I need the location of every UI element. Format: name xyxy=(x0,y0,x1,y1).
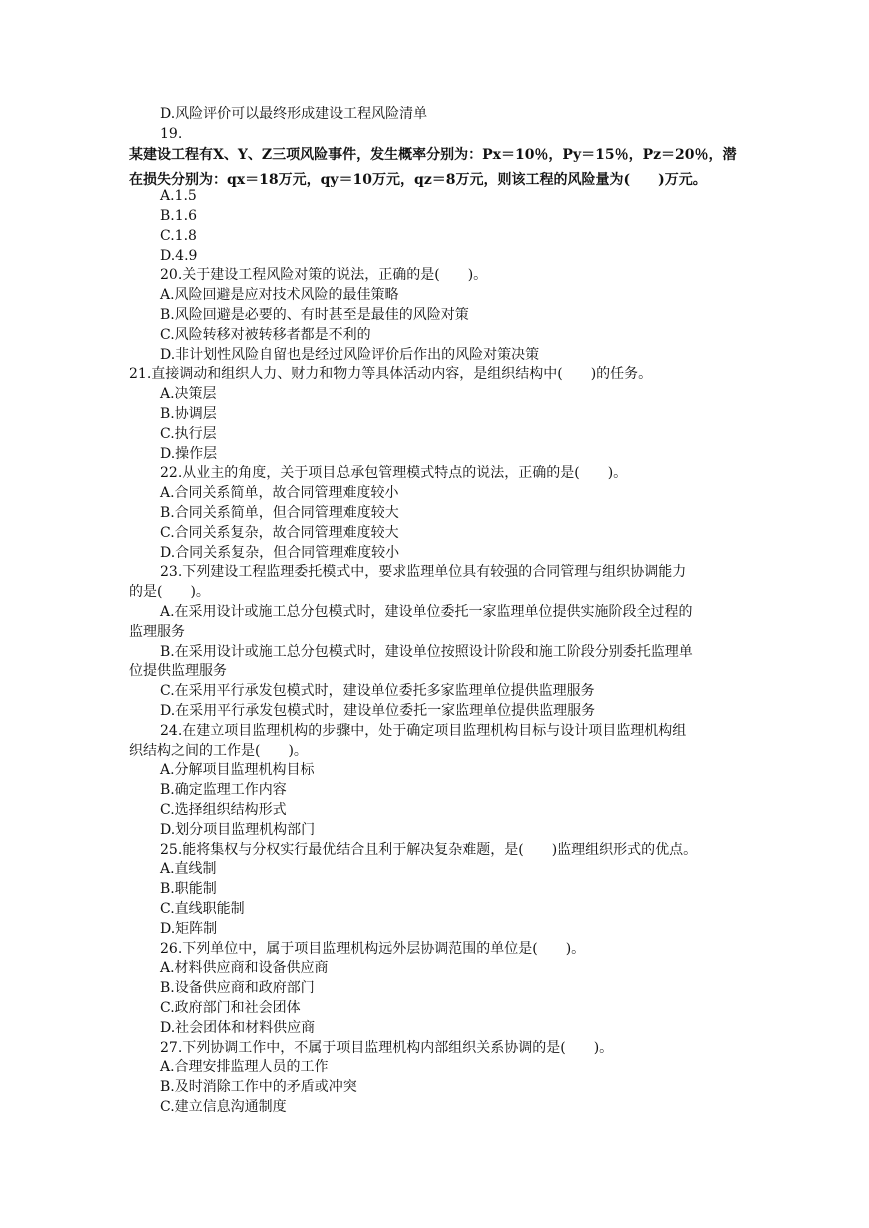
option-line: C.1.8 xyxy=(160,228,197,244)
question-line: 24.在建立项目监理机构的步骤中，处于确定项目监理机构目标与设计项目监理机构组 xyxy=(160,723,687,739)
option-line: D.社会团体和材料供应商 xyxy=(160,1020,316,1036)
question-line: 20.关于建设工程风险对策的说法，正确的是( )。 xyxy=(160,267,488,283)
option-line: A.合同关系简单，故合同管理难度较小 xyxy=(160,485,399,501)
option-line: D.矩阵制 xyxy=(160,921,218,937)
question-number: 19. xyxy=(160,126,183,142)
option-line: C.合同关系复杂，故合同管理难度较大 xyxy=(160,525,399,541)
question-line: 21.直接调动和组织人力、财力和物力等具体活动内容，是组织结构中( )的任务。 xyxy=(129,366,653,382)
option-line: 监理服务 xyxy=(129,624,185,640)
option-line: C.直线职能制 xyxy=(160,901,245,917)
question-line: 23.下列建设工程监理委托模式中，要求监理单位具有较强的合同管理与组织协调能力 xyxy=(160,564,687,580)
option-line: A.风险回避是应对技术风险的最佳策略 xyxy=(160,287,399,303)
option-line: D.在采用平行承发包模式时，建设单位委托一家监理单位提供监理服务 xyxy=(160,703,596,719)
option-line: A.在采用设计或施工总分包模式时，建设单位委托一家监理单位提供实施阶段全过程的 xyxy=(160,604,693,620)
option-line: A.直线制 xyxy=(160,861,217,877)
option-line: B.合同关系简单，但合同管理难度较大 xyxy=(160,505,399,521)
question-line: 22.从业主的角度，关于项目总承包管理模式特点的说法，正确的是( )。 xyxy=(160,465,628,481)
option-line: C.政府部门和社会团体 xyxy=(160,1000,301,1016)
option-line: D.非计划性风险自留也是经过风险评价后作出的风险对策决策 xyxy=(160,347,540,363)
option-line: B.确定监理工作内容 xyxy=(160,782,287,798)
question-line: 26.下列单位中，属于项目监理机构远外层协调范围的单位是( )。 xyxy=(160,941,586,957)
option-line: C.在采用平行承发包模式时，建设单位委托多家监理单位提供监理服务 xyxy=(160,683,595,699)
question-image-text: 在损失分别为：qx＝18万元，qy＝10万元，qz＝8万元，则该工程的风险量为( )万元。 xyxy=(129,172,707,188)
option-line: C.执行层 xyxy=(160,426,217,442)
option-line: B.在采用设计或施工总分包模式时，建设单位按照设计阶段和施工阶段分别委托监理单 xyxy=(160,644,693,660)
option-line: C.选择组织结构形式 xyxy=(160,802,287,818)
option-line: C.风险转移对被转移者都是不利的 xyxy=(160,327,371,343)
option-line: D.合同关系复杂，但合同管理难度较小 xyxy=(160,545,400,561)
question-line: 织结构之间的工作是( )。 xyxy=(129,743,308,759)
option-line: D.4.9 xyxy=(160,248,198,264)
question-line: 27.下列协调工作中，不属于项目监理机构内部组织关系协调的是( )。 xyxy=(160,1040,614,1056)
option-line: D.风险评价可以最终形成建设工程风险清单 xyxy=(160,106,428,122)
option-line: C.建立信息沟通制度 xyxy=(160,1099,287,1115)
option-line: B.风险回避是必要的、有时甚至是最佳的风险对策 xyxy=(160,307,469,323)
option-line: D.划分项目监理机构部门 xyxy=(160,822,316,838)
option-line: A.1.5 xyxy=(160,188,197,204)
question-line: 的是( )。 xyxy=(129,584,210,600)
option-line: B.1.6 xyxy=(160,208,198,224)
option-line: A.材料供应商和设备供应商 xyxy=(160,960,329,976)
option-line: A.决策层 xyxy=(160,386,217,402)
option-line: B.及时消除工作中的矛盾或冲突 xyxy=(160,1079,357,1095)
option-line: D.操作层 xyxy=(160,446,218,462)
option-line: B.职能制 xyxy=(160,881,217,897)
option-line: B.设备供应商和政府部门 xyxy=(160,980,315,996)
question-image-text: 某建设工程有X、Y、Z三项风险事件，发生概率分别为：Px＝10％，Py＝15％，Pz＝20％，潜 xyxy=(129,147,737,163)
option-line: A.合理安排监理人员的工作 xyxy=(160,1059,329,1075)
option-line: B.协调层 xyxy=(160,406,217,422)
question-line: 25.能将集权与分权实行最优结合且利于解决复杂难题，是( )监理组织形式的优点。 xyxy=(160,842,698,858)
option-line: 位提供监理服务 xyxy=(129,663,227,679)
option-line: A.分解项目监理机构目标 xyxy=(160,762,315,778)
